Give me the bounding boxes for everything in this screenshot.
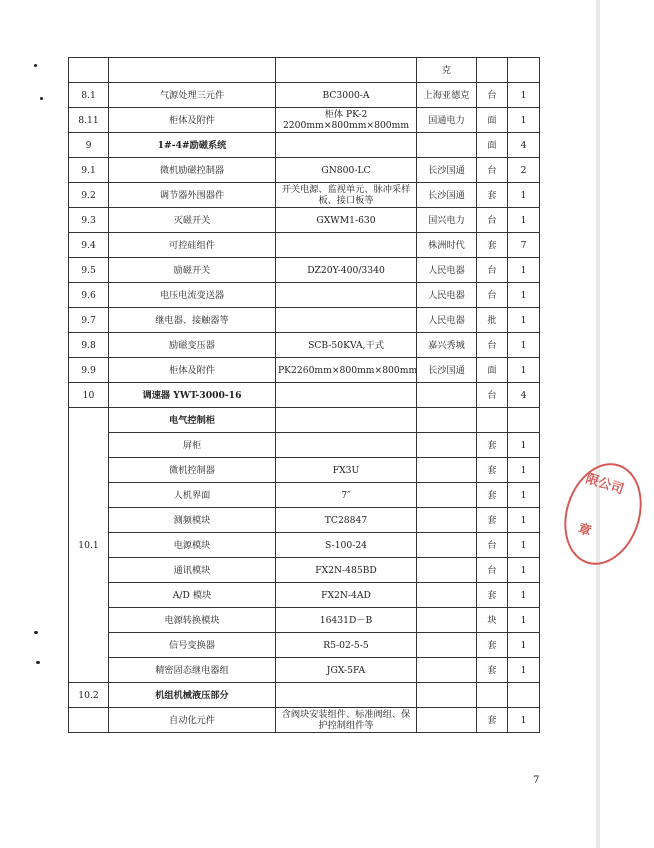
item-qty-cell: 4 [508,133,540,158]
item-qty-cell: 7 [508,233,540,258]
item-maker-cell: 国通电力 [417,108,477,133]
item-number-cell: 9.3 [69,208,109,233]
item-name-cell: 微机控制器 [109,458,276,483]
item-name-cell: 灭磁开关 [109,208,276,233]
item-name-cell: 机组机械液压部分 [109,683,276,708]
equipment-table-body [69,58,540,733]
item-qty-cell: 1 [508,483,540,508]
item-name-cell: 自动化元件 [109,708,276,733]
item-unit-cell: 面 [477,133,508,158]
item-qty-cell: 1 [508,108,540,133]
item-maker-cell [417,408,477,433]
item-qty-cell: 1 [508,458,540,483]
item-name-cell: 励磁变压器 [109,333,276,358]
item-number-cell: 9.9 [69,358,109,383]
item-name-cell: 励磁开关 [109,258,276,283]
item-spec-cell [276,58,417,83]
item-unit-cell: 台 [477,333,508,358]
item-maker-cell [417,633,477,658]
item-qty-cell: 1 [508,183,540,208]
item-qty-cell: 1 [508,433,540,458]
item-spec-cell: SCB-50KVA,干式 [276,333,417,358]
item-name-cell: 柜体及附件 [109,108,276,133]
item-spec-cell: FX2N-4AD [276,583,417,608]
table-row [69,608,540,633]
item-maker-cell [417,558,477,583]
item-number-cell: 9.1 [69,158,109,183]
table-row [69,708,540,733]
item-qty-cell: 1 [508,558,540,583]
item-unit-cell: 块 [477,608,508,633]
item-spec-cell: 16431D－B [276,608,417,633]
item-spec-cell: FX3U [276,458,417,483]
item-name-cell: 1#-4#励磁系统 [109,133,276,158]
table-row [69,583,540,608]
item-unit-cell: 套 [477,483,508,508]
item-maker-cell [417,483,477,508]
item-qty-cell [508,408,540,433]
item-spec-cell [276,233,417,258]
item-maker-cell: 人民电器 [417,258,477,283]
item-qty-cell: 1 [508,258,540,283]
item-name-cell: 信号变换器 [109,633,276,658]
table-row [69,108,540,133]
scan-speck [40,97,43,100]
item-name-cell: 通讯模块 [109,558,276,583]
item-name-cell: 调速器 YWT-3000-16 [109,383,276,408]
item-spec-cell [276,433,417,458]
item-qty-cell: 1 [508,633,540,658]
item-maker-cell: 克 [417,58,477,83]
item-qty-cell: 1 [508,708,540,733]
item-name-cell: 可控硅组件 [109,233,276,258]
item-maker-cell [417,433,477,458]
table-row [69,83,540,108]
item-name-cell: 电气控制柜 [109,408,276,433]
item-name-cell: 屏柜 [109,433,276,458]
item-maker-cell [417,583,477,608]
item-number-cell: 9.6 [69,283,109,308]
item-number-cell: 9.7 [69,308,109,333]
table-row [69,383,540,408]
item-qty-cell: 1 [508,508,540,533]
item-qty-cell: 1 [508,283,540,308]
item-name-cell: 微机励磁控制器 [109,158,276,183]
item-spec-cell [276,283,417,308]
item-unit-cell: 套 [477,233,508,258]
scan-speck [36,661,40,664]
item-unit-cell: 台 [477,258,508,283]
item-unit-cell [477,58,508,83]
item-number-cell [69,708,109,733]
item-maker-cell [417,683,477,708]
table-row [69,483,540,508]
table-row [69,658,540,683]
item-qty-cell: 1 [508,83,540,108]
item-qty-cell: 1 [508,608,540,633]
item-qty-cell: 1 [508,658,540,683]
table-row [69,158,540,183]
item-unit-cell: 台 [477,558,508,583]
table-row [69,133,540,158]
item-spec-cell: GXWM1-630 [276,208,417,233]
item-spec-cell [276,308,417,333]
item-name-cell: 人机界面 [109,483,276,508]
item-spec-cell [276,683,417,708]
item-qty-cell: 2 [508,158,540,183]
item-unit-cell: 套 [477,183,508,208]
item-number-cell: 9.4 [69,233,109,258]
item-number-cell: 9.8 [69,333,109,358]
item-qty-cell: 1 [508,333,540,358]
item-name-cell: A/D 模块 [109,583,276,608]
table-row [69,333,540,358]
table-row [69,533,540,558]
item-spec-cell [276,133,417,158]
item-number-cell: 8.1 [69,83,109,108]
item-maker-cell [417,533,477,558]
item-unit-cell: 套 [477,583,508,608]
item-name-cell: 柜体及附件 [109,358,276,383]
table-row [69,358,540,383]
item-maker-cell [417,133,477,158]
item-qty-cell [508,683,540,708]
item-unit-cell: 台 [477,83,508,108]
item-spec-cell: BC3000-A [276,83,417,108]
item-spec-cell: PK2260mm×800mm×800mm [276,358,417,383]
item-number-cell: 10.1 [69,408,109,683]
item-spec-cell [276,408,417,433]
item-unit-cell: 面 [477,108,508,133]
item-name-cell [109,58,276,83]
table-row [69,633,540,658]
item-number-cell: 10 [69,383,109,408]
item-number-cell: 10.2 [69,683,109,708]
item-number-cell [69,58,109,83]
item-qty-cell: 1 [508,533,540,558]
table-row [69,458,540,483]
item-spec-cell: GN800-LC [276,158,417,183]
item-qty-cell: 1 [508,208,540,233]
item-unit-cell: 台 [477,158,508,183]
item-unit-cell [477,408,508,433]
item-maker-cell: 人民电器 [417,308,477,333]
item-spec-cell [276,383,417,408]
item-qty-cell [508,58,540,83]
item-unit-cell [477,683,508,708]
item-maker-cell [417,608,477,633]
table-row [69,283,540,308]
item-unit-cell: 台 [477,533,508,558]
item-unit-cell: 台 [477,283,508,308]
table-row [69,208,540,233]
item-spec-cell: 含阀块安装组件、标准阀组、保护控制组件等 [276,708,417,733]
item-maker-cell [417,658,477,683]
table-row [69,258,540,283]
item-maker-cell: 嘉兴秀城 [417,333,477,358]
scan-speck [34,64,37,67]
item-spec-cell: 7″ [276,483,417,508]
item-number-cell: 8.11 [69,108,109,133]
item-name-cell: 精密固态继电器组 [109,658,276,683]
item-number-cell: 9 [69,133,109,158]
table-row [69,433,540,458]
item-name-cell: 电源转换模块 [109,608,276,633]
item-spec-cell: JGX-5FA [276,658,417,683]
item-name-cell: 继电器、接触器等 [109,308,276,333]
item-name-cell: 调节器外围器件 [109,183,276,208]
item-number-cell: 9.2 [69,183,109,208]
item-maker-cell: 国兴电力 [417,208,477,233]
item-maker-cell: 长沙国通 [417,358,477,383]
item-unit-cell: 套 [477,458,508,483]
item-unit-cell: 批 [477,308,508,333]
item-unit-cell: 面 [477,358,508,383]
item-unit-cell: 套 [477,508,508,533]
item-maker-cell: 长沙国通 [417,158,477,183]
company-seal: 限公司 章 [552,453,654,575]
item-name-cell: 气源处理三元件 [109,83,276,108]
item-qty-cell: 1 [508,583,540,608]
item-maker-cell [417,508,477,533]
scan-edge [596,0,600,848]
table-row [69,308,540,333]
item-qty-cell: 1 [508,308,540,333]
item-name-cell: 测频模块 [109,508,276,533]
page-number: 7 [533,775,540,786]
item-maker-cell: 株洲时代 [417,233,477,258]
item-unit-cell: 套 [477,433,508,458]
table-row [69,58,540,83]
item-unit-cell: 台 [477,383,508,408]
item-spec-cell: DZ20Y-400/3340 [276,258,417,283]
table-row [69,558,540,583]
table-row [69,183,540,208]
table-row [69,683,540,708]
item-maker-cell: 人民电器 [417,283,477,308]
item-qty-cell: 1 [508,358,540,383]
item-maker-cell [417,383,477,408]
item-unit-cell: 套 [477,708,508,733]
equipment-table [68,57,540,733]
item-number-cell: 9.5 [69,258,109,283]
item-maker-cell [417,708,477,733]
item-spec-cell: S-100-24 [276,533,417,558]
item-spec-cell: R5-02-5-5 [276,633,417,658]
item-qty-cell: 4 [508,383,540,408]
item-unit-cell: 套 [477,633,508,658]
scan-speck [34,631,38,634]
item-name-cell: 电源模块 [109,533,276,558]
item-spec-cell: 开关电源、监视单元、脉冲采样板、接口板等 [276,183,417,208]
item-maker-cell: 长沙国通 [417,183,477,208]
table-row [69,233,540,258]
table-row [69,508,540,533]
item-unit-cell: 台 [477,208,508,233]
item-maker-cell: 上海亚德克 [417,83,477,108]
item-name-cell: 电压电流变送器 [109,283,276,308]
item-maker-cell [417,458,477,483]
table-row [69,408,540,433]
item-spec-cell: FX2N-485BD [276,558,417,583]
item-spec-cell: TC28847 [276,508,417,533]
item-spec-cell: 柜体 PK-2 2200mm×800mm×800mm [276,108,417,133]
item-unit-cell: 套 [477,658,508,683]
